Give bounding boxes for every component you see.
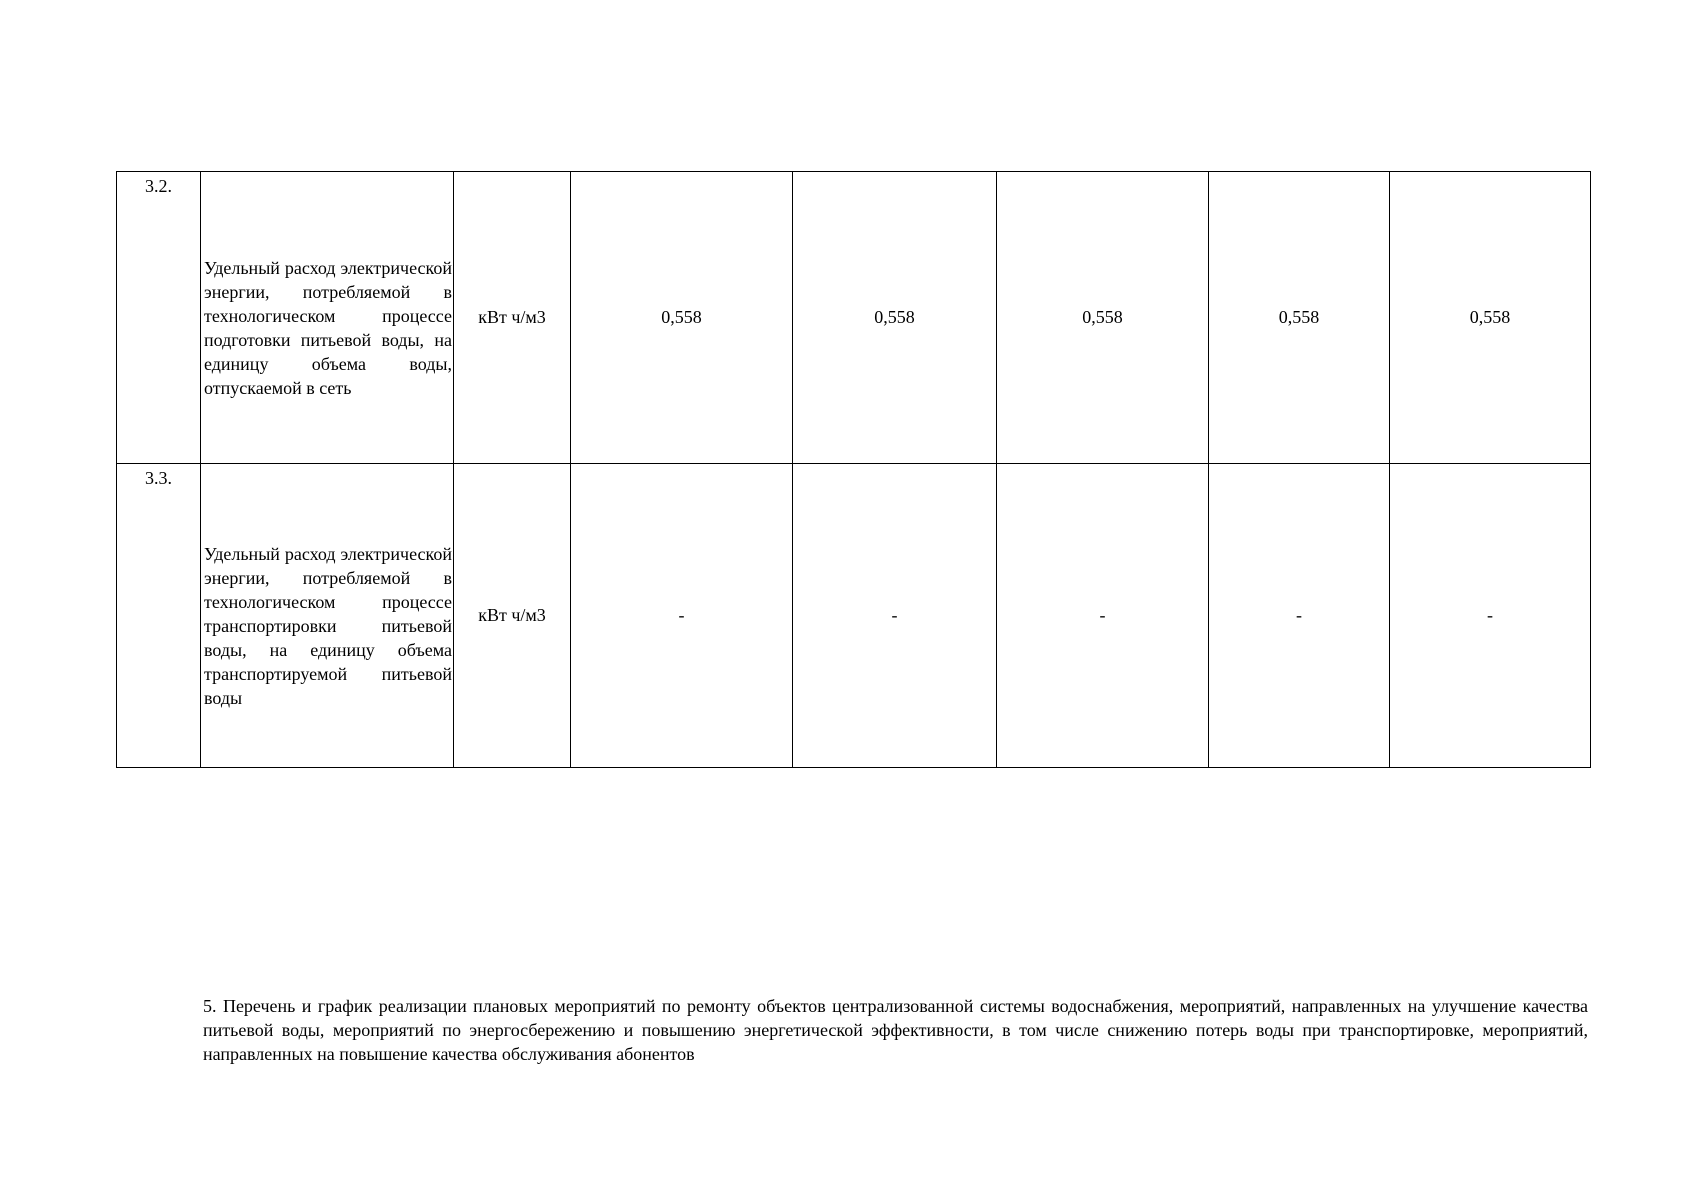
value-cell: - [793,464,997,768]
table-row [117,464,1591,768]
indicator-description-text: Удельный расход электрической энергии, потребляемой в технологическом процессе транспортировки питьевой воды, на единицу объема транспортируемой питьевой воды [204,543,452,708]
row-number: 3.3. [117,464,201,768]
value-cell: - [1209,464,1390,768]
value-cell: - [997,464,1209,768]
value-cell: 0,558 [1209,172,1390,464]
value-cell: 0,558 [1390,172,1591,464]
row-number: 3.2. [117,172,201,464]
value-cell: - [571,464,793,768]
value-cell: 0,558 [571,172,793,464]
section-heading-paragraph: 5. Перечень и график реализации плановых мероприятий по ремонту объектов централизованной системы водоснабжения, мероприятий, направленных на улучшение качества питьевой воды, мероприятий по энергосбережению и повышению энергетической эффективности, в том числе снижению потерь воды при транспортировке, мероприятий, направленных на повышение качества обслуживания абонентов [203,996,1588,1064]
indicators-table [116,171,1591,768]
value-cell: - [1390,464,1591,768]
unit-cell: кВт ч/м3 [454,464,571,768]
unit-cell: кВт ч/м3 [454,172,571,464]
indicator-description-text: Удельный расход электрической энергии, потребляемой в технологическом процессе подготовки питьевой воды, на единицу объема воды, отпускаемой в сеть [204,257,452,398]
value-cell: 0,558 [997,172,1209,464]
indicator-description [201,172,454,464]
indicator-description [201,464,454,768]
value-cell: 0,558 [793,172,997,464]
table-row [117,172,1591,464]
